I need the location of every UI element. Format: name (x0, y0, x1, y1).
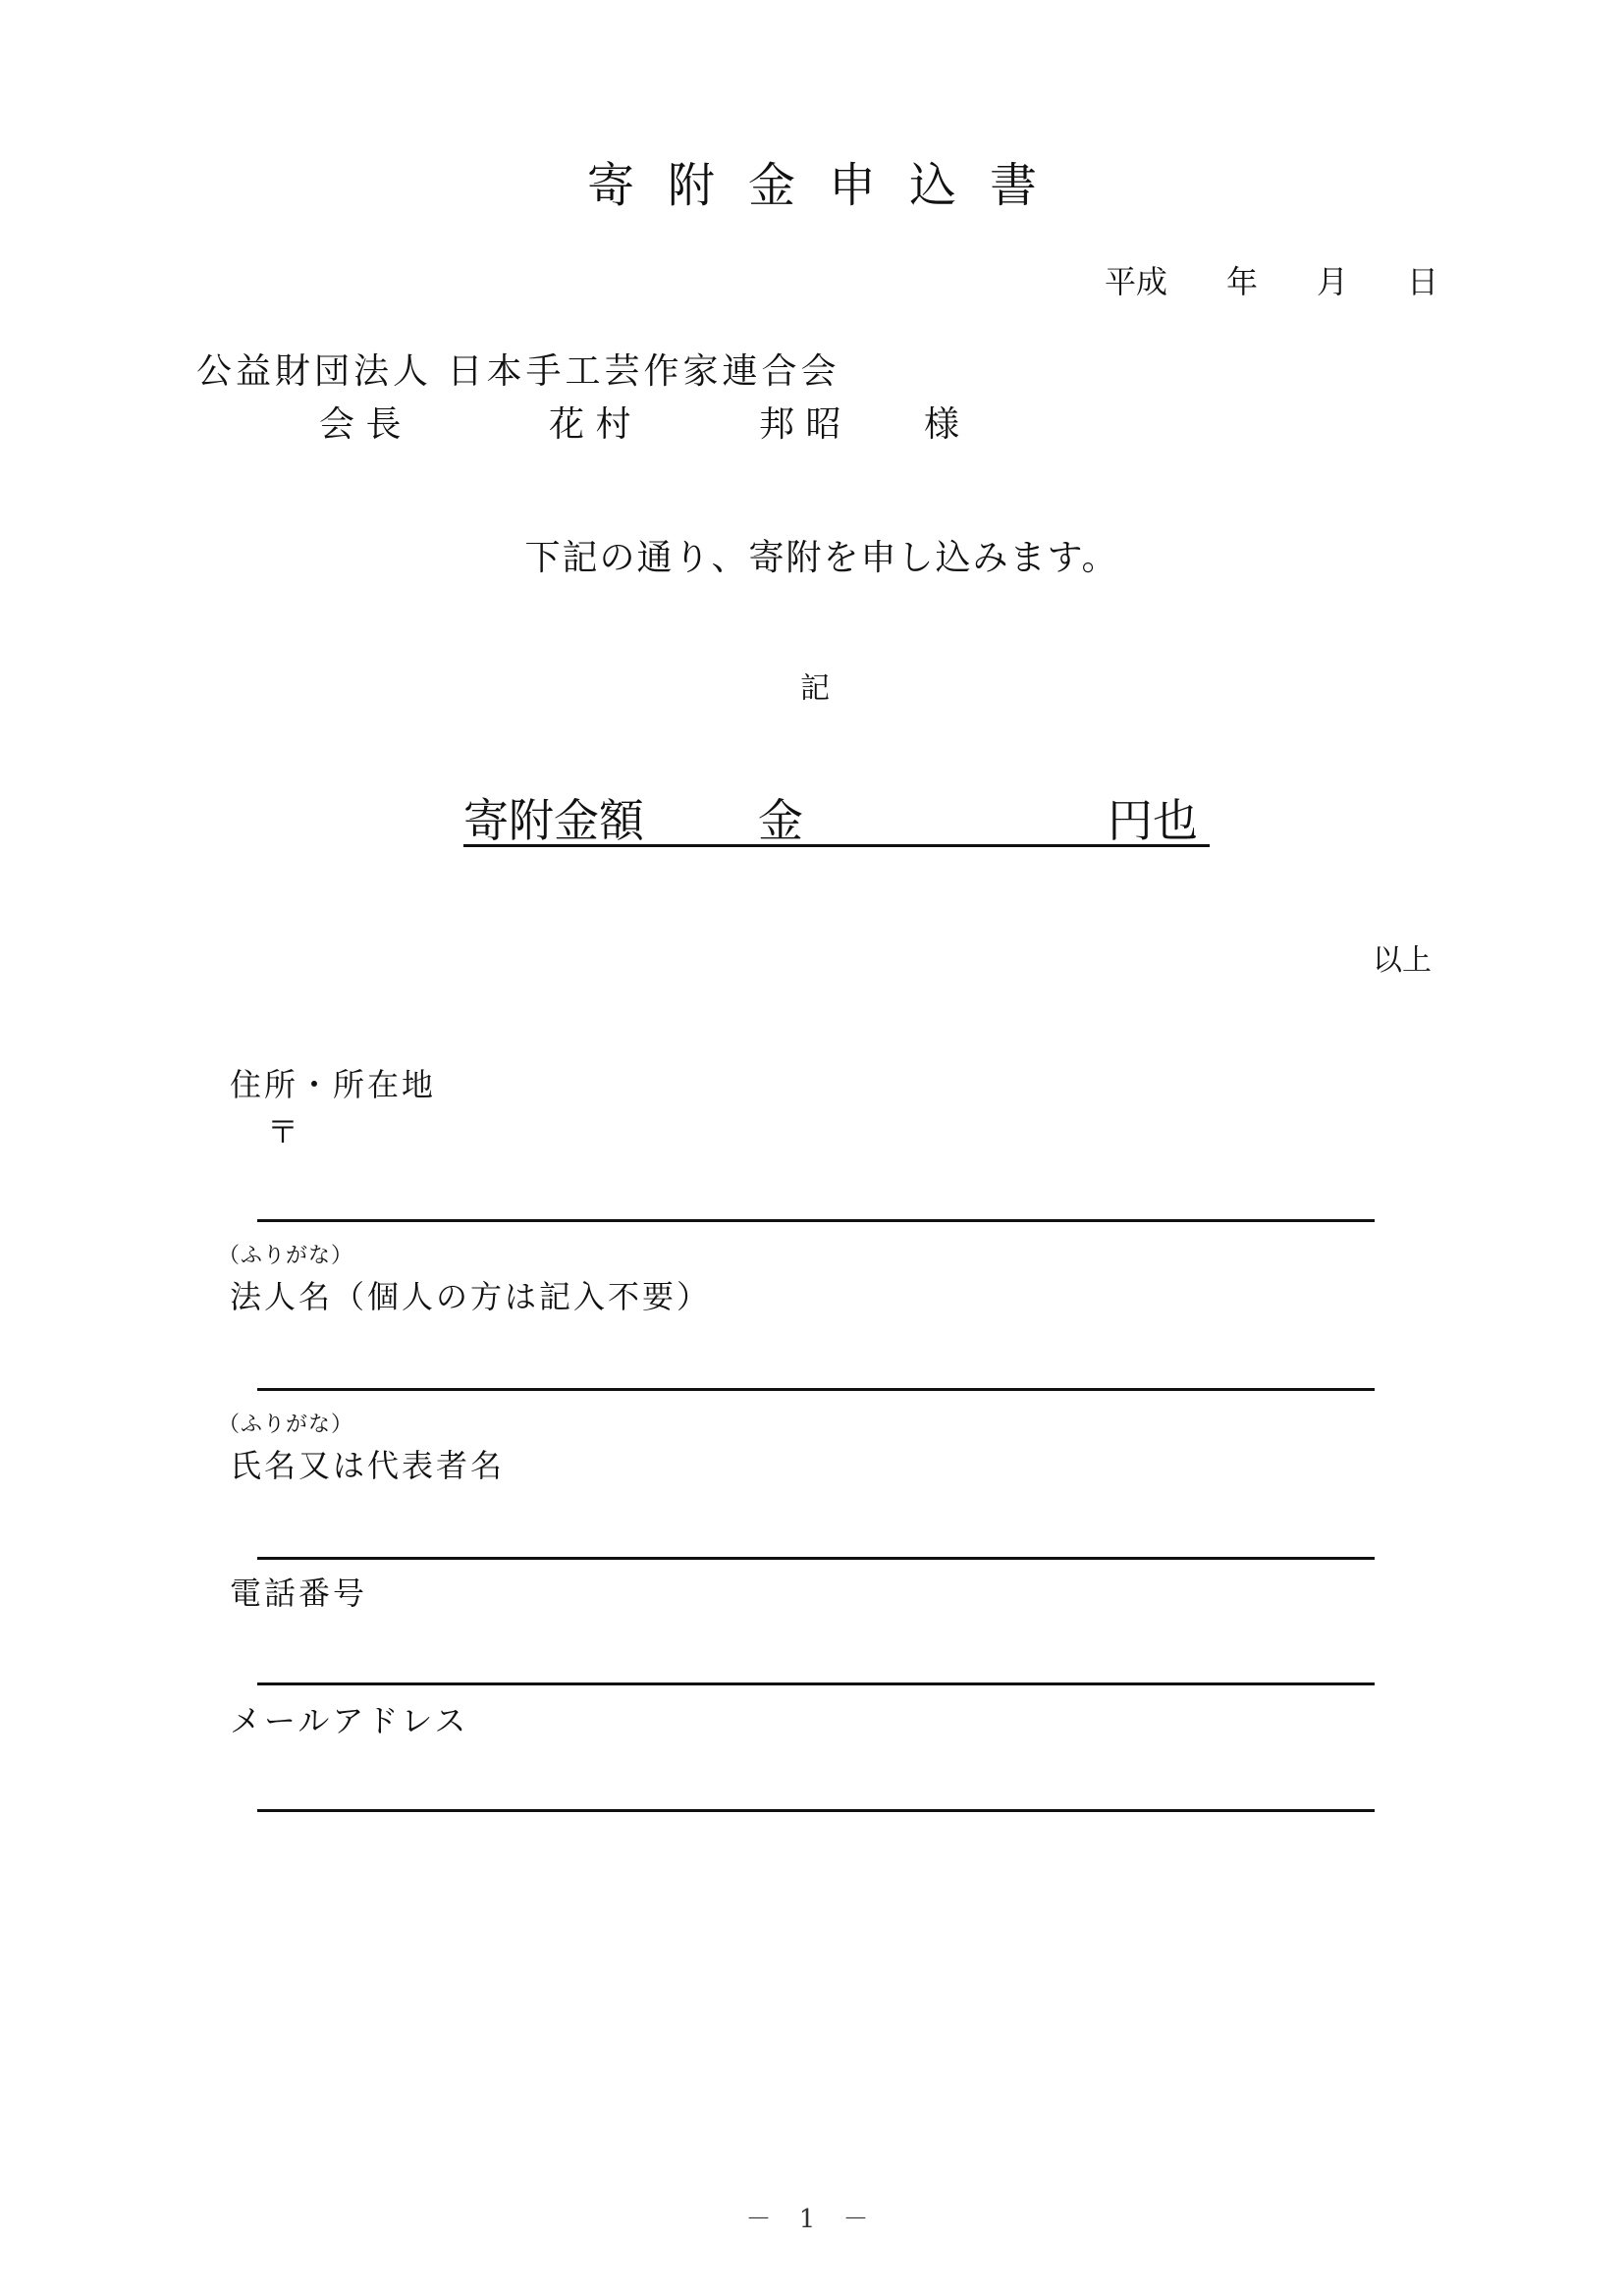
amount-prefix: 金 (758, 794, 803, 847)
amount-suffix: 円也 (1108, 794, 1198, 847)
recipient-family-name: 花 村 (549, 404, 631, 445)
date-era: 平成 (1105, 263, 1168, 300)
email-input-line[interactable] (257, 1809, 1375, 1812)
page-title: 寄附金申込書 (586, 158, 1070, 213)
page-number: － 1 － (745, 2205, 879, 2234)
recipient-honorific: 様 (924, 404, 960, 445)
date-month-unit: 月 (1317, 263, 1349, 300)
corporate-name-input-line[interactable] (257, 1388, 1375, 1391)
furigana-label-corporate: （ふりがな） (218, 1244, 354, 1268)
representative-name-label: 氏名又は代表者名 (230, 1447, 506, 1484)
phone-input-line[interactable] (257, 1682, 1375, 1685)
recipient-position: 会 長 (319, 404, 402, 445)
date-year-unit: 年 (1226, 263, 1259, 300)
corporate-name-label: 法人名（個人の方は記入不要） (230, 1278, 712, 1315)
address-label: 住所・所在地 (230, 1066, 437, 1103)
ijo-closing: 以上 (1373, 943, 1432, 978)
address-input-line[interactable] (257, 1219, 1375, 1222)
phone-label: 電話番号 (230, 1575, 368, 1612)
email-label: メールアドレス (230, 1702, 469, 1739)
recipient-organization: 公益財団法人 日本手工芸作家連合会 (196, 351, 840, 392)
donation-amount-field[interactable] (463, 785, 1210, 847)
furigana-label-name: （ふりがな） (218, 1413, 354, 1437)
intro-text: 下記の通り、寄附を申し込みます。 (524, 538, 1119, 578)
date-day-unit: 日 (1407, 263, 1439, 300)
representative-name-input-line[interactable] (257, 1557, 1375, 1560)
ki-heading: 記 (800, 671, 830, 706)
amount-label: 寄附金額 (463, 794, 644, 847)
postal-mark: 〒 (267, 1113, 299, 1150)
recipient-given-name: 邦 昭 (759, 404, 841, 445)
